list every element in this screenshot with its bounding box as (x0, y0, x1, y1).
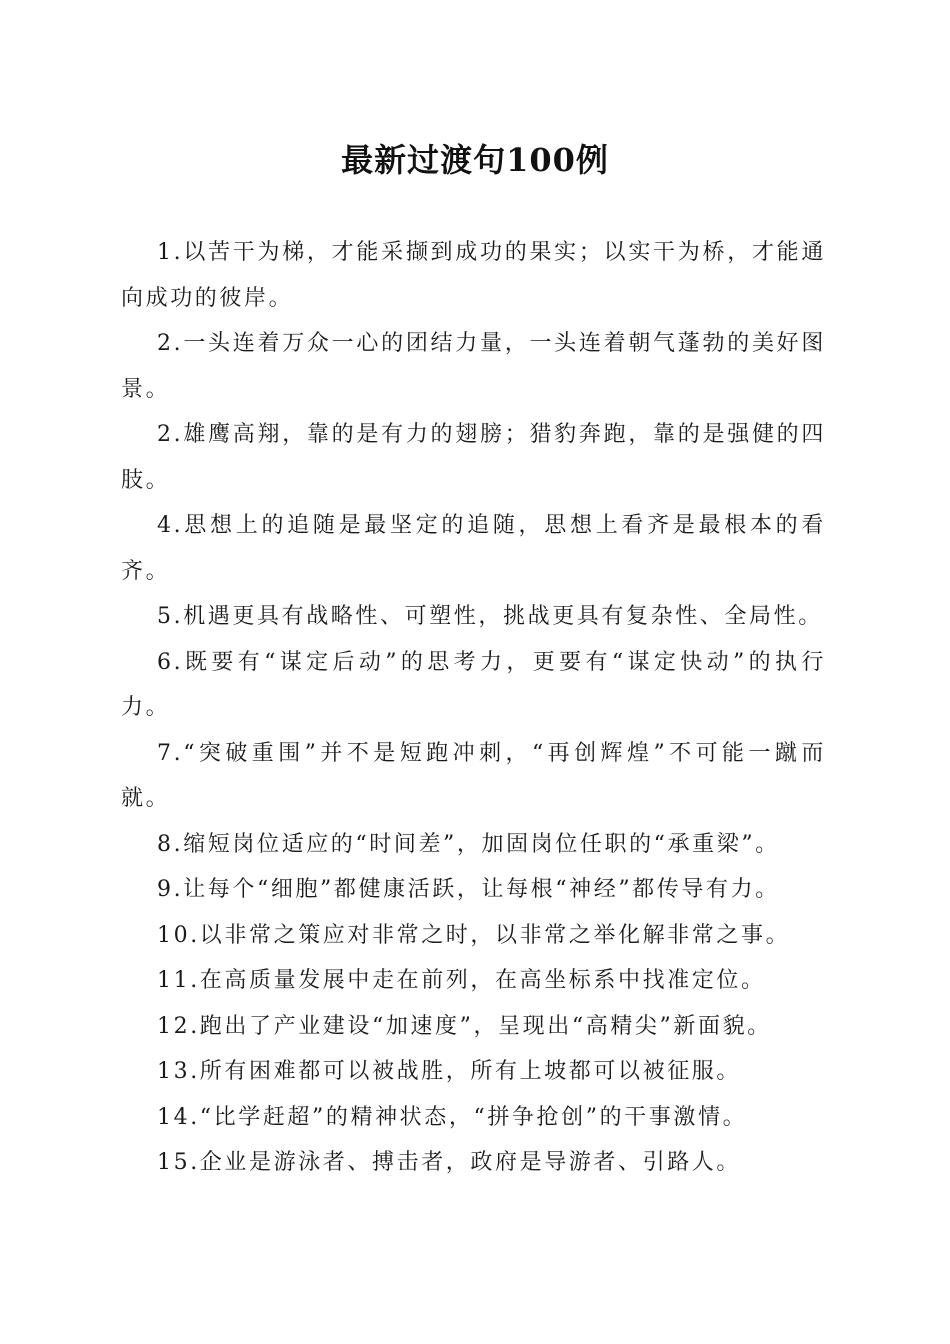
paragraph-1: 1.以苦干为梯，才能采撷到成功的果实；以实干为桥，才能通向成功的彼岸。 (121, 240, 826, 311)
paragraph-4: 4.思想上的追随是最坚定的追随，思想上看齐是最根本的看齐。 (121, 513, 826, 584)
paragraph-3: 2.雄鹰高翔，靠的是有力的翅膀；猎豹奔跑，靠的是强健的四肢。 (121, 422, 826, 493)
paragraph-5: 5.机遇更具有战略性、可塑性，挑战更具有复杂性、全局性。 (157, 604, 823, 629)
paragraph-15: 15.企业是游泳者、搏击者，政府是导游者、引路人。 (157, 1150, 741, 1175)
paragraph-9: 9.让每个“细胞”都健康活跃，让每根“神经”都传导有力。 (157, 877, 780, 902)
document-body (121, 230, 826, 1186)
paragraph-6: 6.既要有“谋定后动”的思考力，更要有“谋定快动”的执行力。 (121, 649, 826, 720)
paragraph-10: 10.以非常之策应对非常之时，以非常之举化解非常之事。 (157, 922, 791, 948)
paragraph-7: 7.“突破重围”并不是短跑冲刺，“再创辉煌”不可能一蹴而就。 (121, 740, 826, 811)
paragraph-8: 8.缩短岗位适应的“时间差”，加固岗位任职的“承重梁”。 (157, 831, 780, 857)
paragraph-2: 2.一头连着万众一心的团结力量，一头连着朝气蓬勃的美好图景。 (121, 331, 826, 402)
document-title: 最新过渡句100例 (341, 141, 609, 179)
paragraph-14: 14.“比学赶超”的精神状态，“拼争抢创”的干事激情。 (157, 1104, 748, 1130)
paragraph-13: 13.所有困难都可以被战胜，所有上坡都可以被征服。 (157, 1059, 741, 1084)
paragraph-12: 12.跑出了产业建设“加速度”，呈现出“高精尖”新面貌。 (157, 1013, 772, 1039)
paragraph-11: 11.在高质量发展中走在前列，在高坐标系中找准定位。 (157, 968, 766, 993)
